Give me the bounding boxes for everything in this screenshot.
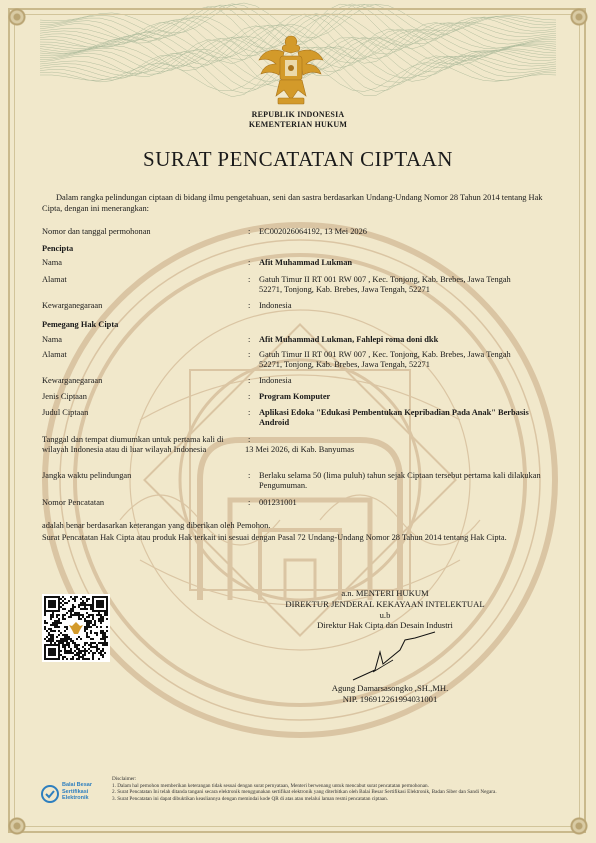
bsre-logo (40, 780, 110, 810)
disclaimer-title: Disclaimer: (112, 776, 137, 782)
signature-director: Direktur Hak Cipta dan Desain Industri (317, 620, 453, 630)
bsre-logo-icon (40, 784, 60, 804)
work-term-label: Jangka waktu pelindungan (42, 471, 132, 480)
signatory-nip: NIP. 196912261994031001 (342, 694, 438, 704)
signatory-name: Agung Damarsasongko ,SH.,MH. (331, 683, 449, 693)
creator-address-label: Alamat (42, 275, 67, 284)
garuda-emblem-icon (256, 30, 326, 110)
colon: : (248, 335, 251, 344)
corner-ornament (568, 6, 590, 28)
work-title-label: Judul Ciptaan (42, 408, 89, 417)
corner-ornament (6, 6, 28, 28)
work-record-label: Nomor Pencatatan (42, 498, 105, 507)
holder-nationality-label: Kewarganegaraan (42, 376, 103, 385)
disclaimer-item: 2. Surat Pencatatan Ini telah ditanda tangani secara elektronik menggunakan sertifikat elektronik yang diterbitkan oleh Balai Besar Sertifikasi Elektronik, Badan Siber dan Sandi Negara. (112, 789, 497, 796)
colon: : (248, 435, 251, 444)
creator-address-value: Gatuh Timur II RT 001 RW 007 , Kec. Tonjong, Kab. Brebes, Jawa Tengah 52271, Tonjong, Kab. Brebes, Jawa Tengah, 52271 (259, 275, 511, 294)
holder-section-heading: Pemegang Hak Cipta (42, 320, 119, 329)
colon: : (248, 408, 251, 417)
creator-section-heading: Pencipta (42, 244, 74, 253)
colon: : (248, 350, 251, 359)
creator-name-label: Nama (42, 258, 62, 267)
disclaimer-item: 3. Surat Pencatatan ini dapat dibuktikan keasliannya dengan memindai kode QR di atas atau melalui laman resmi pencatatan ciptaan. (112, 795, 388, 802)
application-label: Nomor dan tanggal permohonan (42, 227, 151, 236)
corner-ornament (568, 815, 590, 837)
holder-name-value: Afit Muhammad Lukman, Fahlepi roma doni dkk (259, 335, 439, 344)
ministry-heading: KEMENTERIAN HUKUM (248, 120, 348, 129)
country-heading: REPUBLIK INDONESIA (251, 110, 345, 119)
colon: : (248, 258, 251, 267)
page-title: SURAT PENCATATAN CIPTAAN (143, 147, 453, 171)
colon: : (248, 471, 251, 480)
work-title-value: Aplikasi Edoka "Edukasi Pembentukan Kepribadian Pada Anak" Berbasis Android (259, 408, 529, 427)
corner-ornament (6, 815, 28, 837)
signature-ub: u.b (379, 610, 391, 620)
signature-director-general: DIREKTUR JENDERAL KEKAYAAN INTELEKTUAL (285, 599, 485, 609)
colon: : (248, 498, 251, 507)
holder-nationality-value: Indonesia (259, 376, 292, 385)
bsre-logo-text: Balai Besar Sertifikasi Elektronik (62, 782, 92, 801)
disclaimer (112, 776, 562, 802)
signature-on-behalf: a.n. MENTERI HUKUM (341, 588, 429, 598)
work-date-label: Tanggal dan tempat diumumkan untuk pertama kali di wilayah Indonesia atau di luar wilayah Indonesia (42, 435, 224, 454)
application-value: EC002026064192, 13 Mei 2026 (259, 227, 367, 236)
colon: : (248, 392, 251, 401)
work-type-value: Program Komputer (259, 392, 331, 401)
colon: : (248, 275, 251, 284)
verification-qr-code[interactable] (42, 594, 110, 662)
intro-paragraph: Dalam rangka pelindungan ciptaan di bidang ilmu pengetahuan, seni dan sastra berdasarkan Undang-Undang Nomor 28 Tahun 2014 tentang Hak Cipta, dengan ini menerangkan: (42, 193, 543, 213)
holder-name-label: Nama (42, 335, 62, 344)
creator-nationality-label: Kewarganegaraan (42, 301, 103, 310)
disclaimer-item: 1. Dalam hal pemohon memberikan keterangan tidak sesuai dengan surat pernyataan, Menteri berwenang untuk mencabut surat pencatatan permohonan. (112, 782, 429, 789)
closing-line-2: Surat Pencatatan Hak Cipta atau produk Hak terkait ini sesuai dengan Pasal 72 Undang-Undang Nomor 28 Tahun 2014 tentang Hak Cipta. (42, 533, 507, 542)
closing-line-1: adalah benar berdasarkan keterangan yang diberikan oleh Pemohon. (42, 521, 271, 530)
work-record-value: 001231001 (259, 498, 297, 507)
holder-address-value: Gatuh Timur II RT 001 RW 007 , Kec. Tonjong, Kab. Brebes, Jawa Tengah 52271, Tonjong, Kab. Brebes, Jawa Tengah, 52271 (259, 350, 511, 369)
handwritten-signature (345, 630, 445, 685)
work-type-label: Jenis Ciptaan (42, 392, 87, 401)
colon: : (248, 301, 251, 310)
holder-address-label: Alamat (42, 350, 67, 359)
creator-nationality-value: Indonesia (259, 301, 292, 310)
work-term-value: Berlaku selama 50 (lima puluh) tahun sejak Ciptaan tersebut pertama kali dilakukan Pengumuman. (259, 471, 541, 490)
creator-name-value: Afit Muhammad Lukman (259, 258, 353, 267)
colon: : (248, 376, 251, 385)
work-date-value: 13 Mei 2026, di Kab. Banyumas (245, 445, 355, 454)
colon: : (248, 227, 251, 236)
